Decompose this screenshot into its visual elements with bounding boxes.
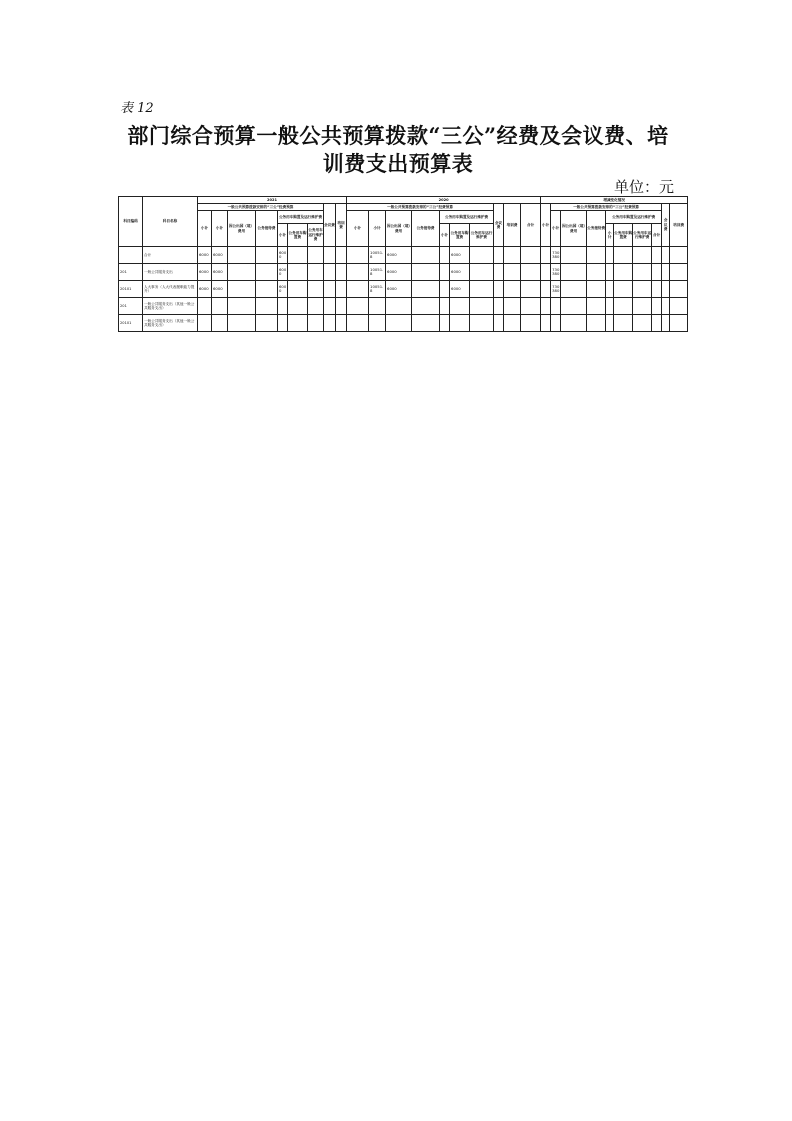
cell-value: [504, 298, 521, 315]
cell-value: 730380: [551, 264, 561, 281]
header-total-change: 合计: [652, 224, 662, 247]
table-row: [119, 298, 688, 315]
header-total-2020: 合计: [521, 204, 541, 247]
cell-value: [652, 281, 662, 298]
cell-value: [386, 298, 412, 315]
cell-value: [670, 264, 688, 281]
page-label: 表 12: [120, 101, 154, 116]
header-vehicle-buy-2020: 公务用车购置费: [450, 224, 470, 247]
table-row: [119, 264, 688, 281]
cell-value: [614, 315, 633, 332]
cell-value: [288, 281, 308, 298]
cell-value: [278, 315, 288, 332]
cell-value: [324, 298, 336, 315]
header-training-2020: 培训费: [504, 204, 521, 247]
cell-value: [504, 264, 521, 281]
cell-value: [652, 298, 662, 315]
cell-value: [670, 281, 688, 298]
cell-value: [561, 315, 587, 332]
cell-value: [336, 247, 347, 264]
cell-value: [521, 247, 541, 264]
cell-value: [256, 298, 278, 315]
cell-value: [561, 264, 587, 281]
cell-value: [521, 281, 541, 298]
cell-value: [212, 315, 228, 332]
cell-value: [494, 298, 504, 315]
cell-value: [551, 298, 561, 315]
cell-value: [470, 247, 494, 264]
cell-name: 一般公共服务支出（其他一般公共服务支出）: [143, 315, 198, 332]
cell-value: 6000: [198, 247, 212, 264]
cell-value: [336, 281, 347, 298]
cell-value: [662, 281, 670, 298]
cell-value: [470, 298, 494, 315]
cell-value: [494, 264, 504, 281]
cell-value: [256, 315, 278, 332]
cell-value: [551, 315, 561, 332]
cell-name: 合计: [143, 247, 198, 264]
cell-value: [324, 281, 336, 298]
cell-value: [504, 247, 521, 264]
header-reception-change: 公务接待费: [587, 211, 606, 247]
cell-value: [541, 298, 551, 315]
header-reception-2021: 公务接待费: [256, 211, 278, 247]
cell-value: [561, 281, 587, 298]
cell-value: [614, 247, 633, 264]
cell-value: [606, 264, 614, 281]
header-vehicle-2020: 公务用车购置及运行维护费: [440, 211, 494, 224]
table-row: [119, 281, 688, 298]
cell-value: [652, 264, 662, 281]
header-vehicle-run-change: 公务用车运行维护费: [633, 224, 652, 247]
cell-value: [470, 281, 494, 298]
header-vehicle-buy-2021: 公务用车购置费: [288, 224, 308, 247]
header-group-change: 增减变化情况: [541, 197, 688, 204]
cell-value: [670, 298, 688, 315]
header-vehicle-subtotal-2021: 小计: [278, 224, 288, 247]
header-vehicle-2021: 公务用车购置及运行维护费: [278, 211, 324, 224]
cell-value: 6000: [450, 247, 470, 264]
cell-value: [228, 247, 256, 264]
cell-value: [633, 298, 652, 315]
cell-code: [119, 247, 143, 264]
cell-value: [662, 264, 670, 281]
cell-value: [308, 298, 324, 315]
cell-value: [587, 264, 606, 281]
header-abroad-2021: 因公出国（境）费用: [228, 211, 256, 247]
cell-value: [347, 281, 369, 298]
cell-value: [288, 264, 308, 281]
header-sub-2020: 一般公共预算拨款安排的“三公”经费预算: [347, 204, 494, 211]
header-code: 科目编码: [119, 197, 143, 247]
cell-value: [278, 298, 288, 315]
cell-value: [662, 298, 670, 315]
cell-value: [324, 264, 336, 281]
cell-value: [288, 298, 308, 315]
cell-value: [541, 315, 551, 332]
cell-value: 6000: [198, 281, 212, 298]
cell-value: 10051.8: [369, 264, 386, 281]
cell-code: 20101: [119, 315, 143, 332]
cell-value: [521, 315, 541, 332]
header-name: 科目名称: [143, 197, 198, 247]
cell-value: 6000: [386, 264, 412, 281]
header-sub-2021: 一般公共预算拨款安排的“三公”经费预算: [198, 204, 324, 211]
cell-value: 6000: [278, 281, 288, 298]
cell-value: [308, 247, 324, 264]
cell-value: [521, 298, 541, 315]
table-row: [119, 247, 688, 264]
header-group-2020: 2020: [347, 197, 541, 204]
page-title: 部门综合预算一般公共预算拨款“三公”经费及会议费、培: [127, 123, 669, 148]
cell-value: [212, 298, 228, 315]
header-vehicle-buy-change: 公务用车购置费: [614, 224, 633, 247]
cell-code: 201: [119, 264, 143, 281]
header-vehicle-subtotal-2020: 小计: [440, 224, 450, 247]
cell-value: 6000: [212, 247, 228, 264]
cell-value: [633, 315, 652, 332]
cell-value: [587, 298, 606, 315]
cell-value: 6000: [278, 247, 288, 264]
cell-value: [587, 281, 606, 298]
cell-value: [324, 247, 336, 264]
cell-value: [308, 281, 324, 298]
cell-value: [336, 264, 347, 281]
cell-value: [440, 264, 450, 281]
cell-value: [228, 264, 256, 281]
cell-value: [504, 315, 521, 332]
header-subtotal-change: 小计: [541, 204, 551, 247]
header-vehicle-run-2021: 公务用车运行维护费: [308, 224, 324, 247]
cell-value: 10051.8: [369, 281, 386, 298]
cell-value: [440, 247, 450, 264]
cell-name: 一般公共服务支出（其他一般公共服务支出）: [143, 298, 198, 315]
cell-value: 10051.8: [369, 247, 386, 264]
cell-value: [521, 264, 541, 281]
header-meeting-2021: 会议费: [324, 204, 336, 247]
cell-value: [412, 264, 440, 281]
cell-value: [614, 281, 633, 298]
cell-value: [412, 298, 440, 315]
cell-value: 6000: [212, 264, 228, 281]
cell-value: 6000: [450, 264, 470, 281]
header-training-change: 培训费: [670, 204, 688, 247]
cell-value: [369, 315, 386, 332]
cell-value: [256, 281, 278, 298]
cell-value: [412, 247, 440, 264]
cell-value: [450, 298, 470, 315]
header-subtotal2-2020: 小计: [369, 211, 386, 247]
cell-value: [288, 247, 308, 264]
cell-value: [440, 315, 450, 332]
cell-value: [614, 264, 633, 281]
cell-value: 6000: [278, 264, 288, 281]
cell-value: [541, 247, 551, 264]
cell-value: [633, 281, 652, 298]
cell-value: [606, 298, 614, 315]
cell-value: [198, 298, 212, 315]
cell-value: [308, 315, 324, 332]
cell-value: [662, 315, 670, 332]
cell-code: 201: [119, 298, 143, 315]
header-vehicle-subtotal-change: 小计: [606, 224, 614, 247]
cell-value: [504, 281, 521, 298]
cell-value: [288, 315, 308, 332]
cell-value: [324, 315, 336, 332]
cell-value: [256, 247, 278, 264]
budget-table: [118, 196, 688, 332]
header-sub-change: 一般公共预算拨款安排的“三公”经费预算: [551, 204, 662, 211]
cell-value: 730380: [551, 247, 561, 264]
cell-value: [541, 281, 551, 298]
cell-value: 6000: [198, 264, 212, 281]
cell-value: [336, 315, 347, 332]
cell-value: [440, 281, 450, 298]
header-group-2021: 2021: [198, 197, 347, 204]
unit-label: 单位：元: [613, 178, 674, 196]
cell-value: [494, 247, 504, 264]
cell-value: [670, 315, 688, 332]
header-subtotal-2020: 小计: [347, 211, 369, 247]
header-subtotal-2021: 小计: [198, 211, 212, 247]
cell-value: [308, 264, 324, 281]
cell-value: [541, 264, 551, 281]
cell-value: [228, 281, 256, 298]
cell-value: [369, 298, 386, 315]
cell-value: [347, 264, 369, 281]
cell-value: [494, 281, 504, 298]
cell-value: [633, 264, 652, 281]
cell-value: [606, 315, 614, 332]
cell-value: [347, 247, 369, 264]
cell-value: [561, 247, 587, 264]
cell-value: [228, 315, 256, 332]
header-abroad-2020: 因公出国（境）费用: [386, 211, 412, 247]
cell-value: [386, 315, 412, 332]
header-meeting-2020: 会议费: [494, 204, 504, 247]
cell-name: 一般公共服务支出: [143, 264, 198, 281]
cell-value: [347, 315, 369, 332]
header-meeting-change: 会议费: [662, 204, 670, 247]
table-row: [119, 315, 688, 332]
header-training-2021: 培训费: [336, 204, 347, 247]
header-vehicle-run-2020: 公务用车运行维护费: [470, 224, 494, 247]
cell-name: 人大事务（人大代表履职能力提升）: [143, 281, 198, 298]
header-reception-2020: 公务接待费: [412, 211, 440, 247]
cell-value: [587, 247, 606, 264]
cell-code: 20101: [119, 281, 143, 298]
cell-value: [606, 247, 614, 264]
cell-value: [470, 264, 494, 281]
header-subtotal2-2021: 小计: [212, 211, 228, 247]
cell-value: 6000: [212, 281, 228, 298]
cell-value: [633, 247, 652, 264]
cell-value: 6000: [386, 281, 412, 298]
cell-value: [561, 298, 587, 315]
cell-value: [652, 247, 662, 264]
cell-value: [347, 298, 369, 315]
header-abroad-change: 因公出国（境）费用: [561, 211, 587, 247]
cell-value: [412, 315, 440, 332]
header-vehicle-change: 公务用车购置及运行维护费: [606, 211, 662, 224]
cell-value: [470, 315, 494, 332]
cell-value: [670, 247, 688, 264]
header-subtotal2-change: 小计: [551, 211, 561, 247]
cell-value: [587, 315, 606, 332]
cell-value: [256, 264, 278, 281]
cell-value: [440, 298, 450, 315]
cell-value: [228, 298, 256, 315]
cell-value: 730380: [551, 281, 561, 298]
cell-value: [198, 315, 212, 332]
cell-value: 6000: [450, 281, 470, 298]
cell-value: [652, 315, 662, 332]
cell-value: 6000: [386, 247, 412, 264]
page-title-line2: 训费支出预算表: [322, 151, 474, 176]
cell-value: [662, 247, 670, 264]
cell-value: [606, 281, 614, 298]
cell-value: [614, 298, 633, 315]
cell-value: [494, 315, 504, 332]
cell-value: [336, 298, 347, 315]
cell-value: [450, 315, 470, 332]
cell-value: [412, 281, 440, 298]
